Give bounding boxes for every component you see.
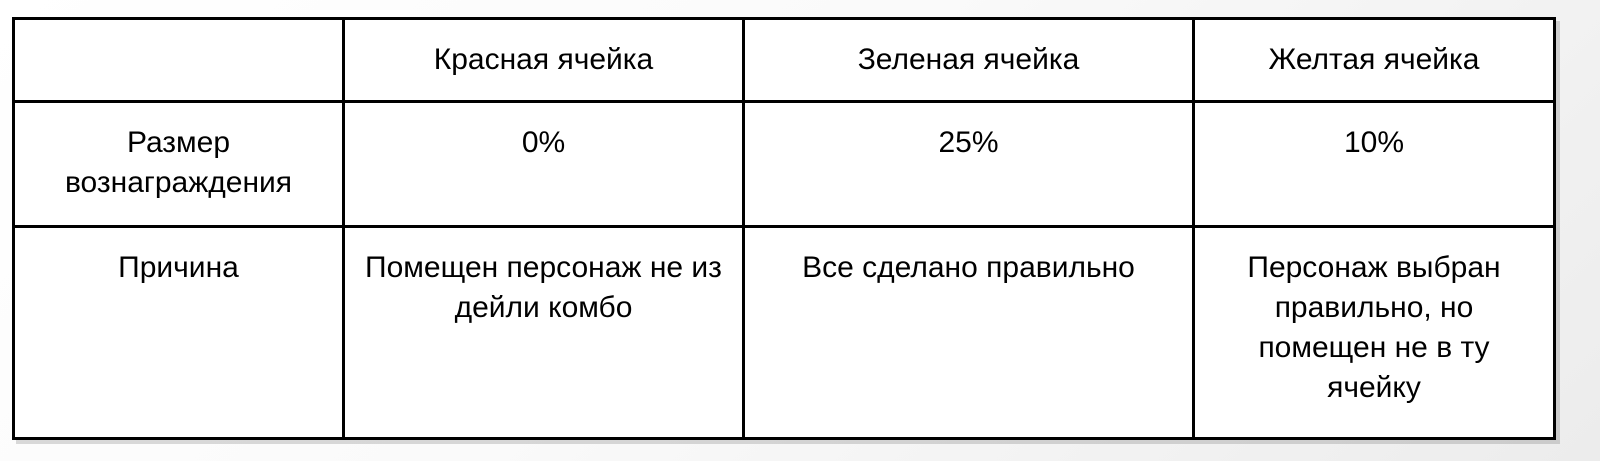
table-row-reason	[14, 227, 1555, 439]
table-row-reward-size	[14, 102, 1555, 227]
header-green-cell: Зеленая ячейка	[744, 19, 1194, 102]
reward-green-cell: 25%	[744, 102, 1194, 227]
reward-yellow-cell: 10%	[1194, 102, 1555, 227]
reason-red-cell: Помещен персонаж не из дейли комбо	[344, 227, 744, 439]
reason-yellow-cell: Персонаж выбран правильно, но помещен не в ту ячейку	[1194, 227, 1555, 439]
header-yellow-cell: Желтая ячейка	[1194, 19, 1555, 102]
table-header-row	[14, 19, 1555, 102]
row-label-reason: Причина	[14, 227, 344, 439]
reward-table	[12, 17, 1556, 440]
row-label-reward-size: Размер вознаграждения	[14, 102, 344, 227]
header-corner-cell	[14, 19, 344, 102]
reason-green-cell: Все сделано правильно	[744, 227, 1194, 439]
header-red-cell: Красная ячейка	[344, 19, 744, 102]
reward-red-cell: 0%	[344, 102, 744, 227]
